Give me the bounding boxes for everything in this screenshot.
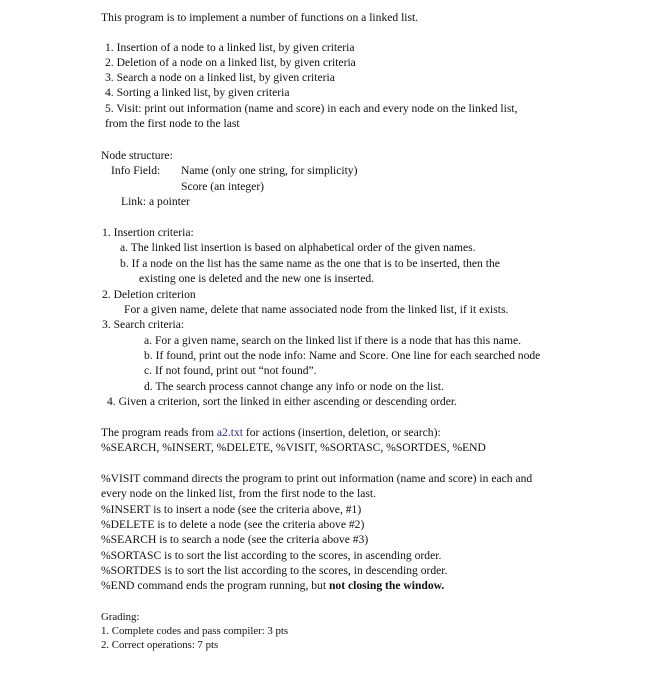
- grading-item-2: 2. Correct operations: 7 pts: [101, 639, 219, 651]
- visit-desc: %VISIT command directs the program to print out information (name and score) in each and: [101, 472, 533, 485]
- search-desc: %SEARCH is to search a node (see the criteria above #3): [101, 533, 369, 546]
- intro-text: This program is to implement a number of functions on a linked list.: [101, 11, 419, 24]
- end-desc-bold: not closing the window.: [328, 579, 445, 592]
- grading-item-1: 1. Complete codes and pass compiler: 3 pts: [101, 625, 289, 637]
- search-heading: 3. Search criteria:: [102, 318, 185, 331]
- sortasc-desc: %SORTASC is to sort the list according to the scores, in ascending order.: [101, 549, 442, 562]
- delete-desc: %DELETE is to delete a node (see the criteria above #2): [101, 518, 365, 531]
- function-item-5-cont: from the first node to the last: [105, 117, 240, 130]
- visit-desc-cont: every node on the linked list, from the first node to the last.: [101, 487, 376, 500]
- command-list: %SEARCH, %INSERT, %DELETE, %VISIT, %SORTASC, %SORTDES, %END: [101, 441, 486, 454]
- search-d: d. The search process cannot change any info or node on the list.: [144, 380, 444, 393]
- reads-pre: The program reads from: [101, 426, 217, 439]
- insertion-b: b. If a node on the list has the same name as the one that is to be inserted, then the: [120, 257, 500, 270]
- score-field: Score (an integer): [181, 180, 265, 193]
- name-field: Name (only one string, for simplicity): [181, 164, 358, 177]
- sortdes-desc: %SORTDES is to sort the list according to the scores, in descending order.: [101, 564, 448, 577]
- file-name: a2.txt: [216, 426, 243, 439]
- end-desc: [101, 579, 444, 593]
- insertion-b-cont: existing one is deleted and the new one is inserted.: [139, 272, 375, 285]
- search-b: b. If found, print out the node info: Name and Score. One line for each searched node: [144, 349, 541, 362]
- function-item-4: 4. Sorting a linked list, by given criteria: [105, 86, 290, 99]
- function-item-5: 5. Visit: print out information (name and score) in each and every node on the linked list,: [105, 102, 518, 115]
- deletion-text: For a given name, delete that name associated node from the linked list, if it exists.: [124, 303, 509, 316]
- function-item-1: 1. Insertion of a node to a linked list, by given criteria: [105, 41, 355, 54]
- end-desc-pre: %END command ends the program running, but: [101, 579, 329, 592]
- function-item-2: 2. Deletion of a node on a linked list, by given criteria: [105, 56, 356, 69]
- insert-desc: %INSERT is to insert a node (see the criteria above, #1): [101, 503, 362, 516]
- grading-heading: Grading:: [101, 611, 140, 623]
- reads-post: for actions (insertion, deletion, or search):: [243, 426, 441, 439]
- sort-criterion: 4. Given a criterion, sort the linked in either ascending or descending order.: [107, 395, 457, 408]
- insertion-heading: 1. Insertion criteria:: [102, 226, 194, 239]
- search-a: a. For a given name, search on the linked list if there is a node that has this name.: [144, 334, 522, 347]
- info-field-label: Info Field:: [111, 164, 161, 177]
- insertion-a: a. The linked list insertion is based on alphabetical order of the given names.: [120, 241, 476, 254]
- node-structure-heading: Node structure:: [101, 149, 173, 162]
- function-item-3: 3. Search a node on a linked list, by given criteria: [105, 71, 335, 84]
- search-c: c. If not found, print out “not found”.: [144, 364, 317, 377]
- reads-line: [101, 426, 441, 440]
- link-field: Link: a pointer: [121, 195, 190, 208]
- deletion-heading: 2. Deletion criterion: [102, 288, 196, 301]
